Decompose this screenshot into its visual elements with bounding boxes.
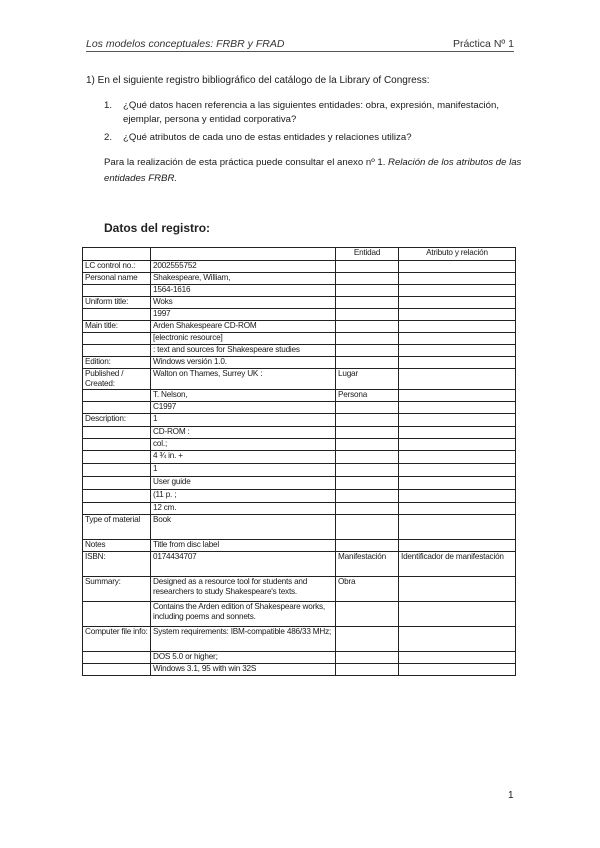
field-label-cell: Personal name (83, 273, 151, 285)
entity-cell (336, 273, 399, 285)
table-row (83, 490, 516, 503)
table-row (83, 652, 516, 664)
field-label-cell: Type of material (83, 515, 151, 540)
entity-cell (336, 627, 399, 652)
attribute-cell (399, 540, 516, 552)
question-number: 2. (104, 132, 113, 143)
attribute-cell (399, 390, 516, 402)
table-row (83, 333, 516, 345)
field-label-cell (83, 390, 151, 402)
field-value-cell: 1 (151, 414, 336, 427)
entity-cell (336, 285, 399, 297)
field-label-cell (83, 451, 151, 464)
table-row (83, 464, 516, 477)
entity-cell (336, 464, 399, 477)
attribute-cell (399, 369, 516, 390)
section-title: Datos del registro: (104, 221, 211, 235)
field-label-cell (83, 345, 151, 357)
table-row (83, 577, 516, 602)
attribute-cell (399, 577, 516, 602)
field-value-cell: 1 (151, 464, 336, 477)
attribute-cell (399, 464, 516, 477)
field-value-cell: : text and sources for Shakespeare studies (151, 345, 336, 357)
entity-cell (336, 664, 399, 676)
entity-cell: Manifestación (336, 552, 399, 577)
table-row (83, 451, 516, 464)
attribute-cell (399, 273, 516, 285)
field-label-cell: Uniform title: (83, 297, 151, 309)
field-label-cell: LC control no.: (83, 261, 151, 273)
entity-cell (336, 515, 399, 540)
attribute-cell (399, 515, 516, 540)
attribute-cell (399, 451, 516, 464)
entity-cell (336, 477, 399, 490)
field-value-cell: (11 p. ; (151, 490, 336, 503)
question-text: ¿Qué atributos de cada uno de estas entidades y relaciones utiliza? (123, 132, 412, 143)
attribute-cell (399, 414, 516, 427)
table-row (83, 345, 516, 357)
field-label-cell (83, 652, 151, 664)
field-value-cell: 0174434707 (151, 552, 336, 577)
question-intro: 1) En el siguiente registro bibliográfico del catálogo de la Library of Congress: (86, 75, 430, 86)
attribute-cell (399, 490, 516, 503)
field-label-cell (83, 285, 151, 297)
field-label-cell (83, 464, 151, 477)
attribute-cell (399, 477, 516, 490)
table-row (83, 664, 516, 676)
attribute-cell (399, 321, 516, 333)
field-label-cell: ISBN: (83, 552, 151, 577)
entity-cell (336, 490, 399, 503)
table-row (83, 602, 516, 627)
header-cell-entity: Entidad (336, 248, 399, 261)
page-header (86, 38, 514, 52)
field-label-cell (83, 309, 151, 321)
field-value-cell: [electronic resource] (151, 333, 336, 345)
entity-cell (336, 309, 399, 321)
attribute-cell (399, 664, 516, 676)
table-row (83, 357, 516, 369)
field-label-cell (83, 402, 151, 414)
entity-cell (336, 261, 399, 273)
field-value-cell: Walton on Thames, Surrey UK : (151, 369, 336, 390)
question-item (104, 99, 524, 127)
table-row (83, 273, 516, 285)
field-label-cell: Edition: (83, 357, 151, 369)
field-value-cell: T. Nelson, (151, 390, 336, 402)
field-label-cell (83, 664, 151, 676)
field-value-cell: Arden Shakespeare CD-ROM (151, 321, 336, 333)
field-value-cell: 4 ¾ in. + (151, 451, 336, 464)
field-label-cell: Summary: (83, 577, 151, 602)
field-value-cell: Book (151, 515, 336, 540)
field-value-cell: Title from disc label (151, 540, 336, 552)
entity-cell (336, 357, 399, 369)
field-label-cell (83, 427, 151, 439)
field-value-cell: Contains the Arden edition of Shakespeare works, including poems and sonnets. (151, 602, 336, 627)
table-row (83, 627, 516, 652)
table-row (83, 261, 516, 273)
table-row (83, 390, 516, 402)
entity-cell (336, 333, 399, 345)
field-value-cell: Designed as a resource tool for students and researchers to study Shakespeare's texts. (151, 577, 336, 602)
table-row (83, 427, 516, 439)
entity-cell (336, 652, 399, 664)
question-text: ¿Qué datos hacen referencia a las siguientes entidades: obra, expresión, manifestación, ejemplar, persona y entidad corporativa? (123, 100, 499, 125)
table-row (83, 285, 516, 297)
header-cell-value (151, 248, 336, 261)
field-label-cell (83, 503, 151, 515)
annex-note-text: Para la realización de esta práctica puede consultar el anexo nº 1. (104, 157, 389, 168)
attribute-cell (399, 309, 516, 321)
attribute-cell (399, 402, 516, 414)
entity-cell (336, 540, 399, 552)
field-value-cell: 12 cm. (151, 503, 336, 515)
annex-note (104, 155, 524, 187)
entity-cell: Persona (336, 390, 399, 402)
field-label-cell (83, 333, 151, 345)
table-row (83, 414, 516, 427)
header-cell-attribute: Atributo y relación (399, 248, 516, 261)
table-row (83, 309, 516, 321)
table-row (83, 477, 516, 490)
field-value-cell: Windows versión 1.0. (151, 357, 336, 369)
attribute-cell (399, 297, 516, 309)
attribute-cell (399, 357, 516, 369)
entity-cell (336, 402, 399, 414)
table-row (83, 439, 516, 451)
attribute-cell (399, 439, 516, 451)
table-row (83, 402, 516, 414)
field-label-cell (83, 490, 151, 503)
field-value-cell: User guide (151, 477, 336, 490)
attribute-cell: Identificador de manifestación (399, 552, 516, 577)
field-value-cell: col.; (151, 439, 336, 451)
annex-note-title: Relación de los atributos de las entidades FRBR. (104, 157, 522, 184)
entity-cell: Obra (336, 577, 399, 602)
entity-cell (336, 297, 399, 309)
table-row (83, 369, 516, 390)
attribute-cell (399, 602, 516, 627)
field-value-cell: Windows 3.1, 95 with win 32S (151, 664, 336, 676)
field-label-cell: Published / Created: (83, 369, 151, 390)
question-item (104, 131, 524, 145)
header-title: Los modelos conceptuales: FRBR y FRAD (86, 38, 285, 50)
field-value-cell: DOS 5.0 or higher; (151, 652, 336, 664)
entity-cell (336, 602, 399, 627)
entity-cell: Lugar (336, 369, 399, 390)
attribute-cell (399, 503, 516, 515)
entity-cell (336, 503, 399, 515)
entity-cell (336, 439, 399, 451)
entity-cell (336, 345, 399, 357)
attribute-cell (399, 345, 516, 357)
table-header-row (83, 248, 516, 261)
field-value-cell: 2002555752 (151, 261, 336, 273)
field-label-cell: Computer file info: (83, 627, 151, 652)
table-row (83, 515, 516, 540)
field-value-cell: 1997 (151, 309, 336, 321)
header-cell-label (83, 248, 151, 261)
attribute-cell (399, 652, 516, 664)
field-label-cell (83, 477, 151, 490)
record-body (83, 261, 516, 676)
field-value-cell: Shakespeare, William, (151, 273, 336, 285)
record-table (82, 247, 516, 676)
field-value-cell: C1997 (151, 402, 336, 414)
field-value-cell: 1564-1616 (151, 285, 336, 297)
entity-cell (336, 451, 399, 464)
field-label-cell: Notes (83, 540, 151, 552)
attribute-cell (399, 333, 516, 345)
field-label-cell: Main title: (83, 321, 151, 333)
table-row (83, 540, 516, 552)
table-row (83, 503, 516, 515)
table-row (83, 321, 516, 333)
field-value-cell: CD-ROM : (151, 427, 336, 439)
header-practice-number: Práctica Nº 1 (452, 38, 514, 50)
field-label-cell (83, 602, 151, 627)
entity-cell (336, 321, 399, 333)
table-row (83, 552, 516, 577)
entity-cell (336, 414, 399, 427)
field-label-cell (83, 439, 151, 451)
attribute-cell (399, 427, 516, 439)
attribute-cell (399, 261, 516, 273)
field-value-cell: Woks (151, 297, 336, 309)
table-row (83, 297, 516, 309)
attribute-cell (399, 627, 516, 652)
field-value-cell: System requirements: IBM-compatible 486/33 MHz; (151, 627, 336, 652)
page-number: 1 (508, 790, 514, 801)
field-label-cell: Description: (83, 414, 151, 427)
entity-cell (336, 427, 399, 439)
attribute-cell (399, 285, 516, 297)
question-number: 1. (104, 100, 113, 111)
question-list (104, 99, 524, 149)
